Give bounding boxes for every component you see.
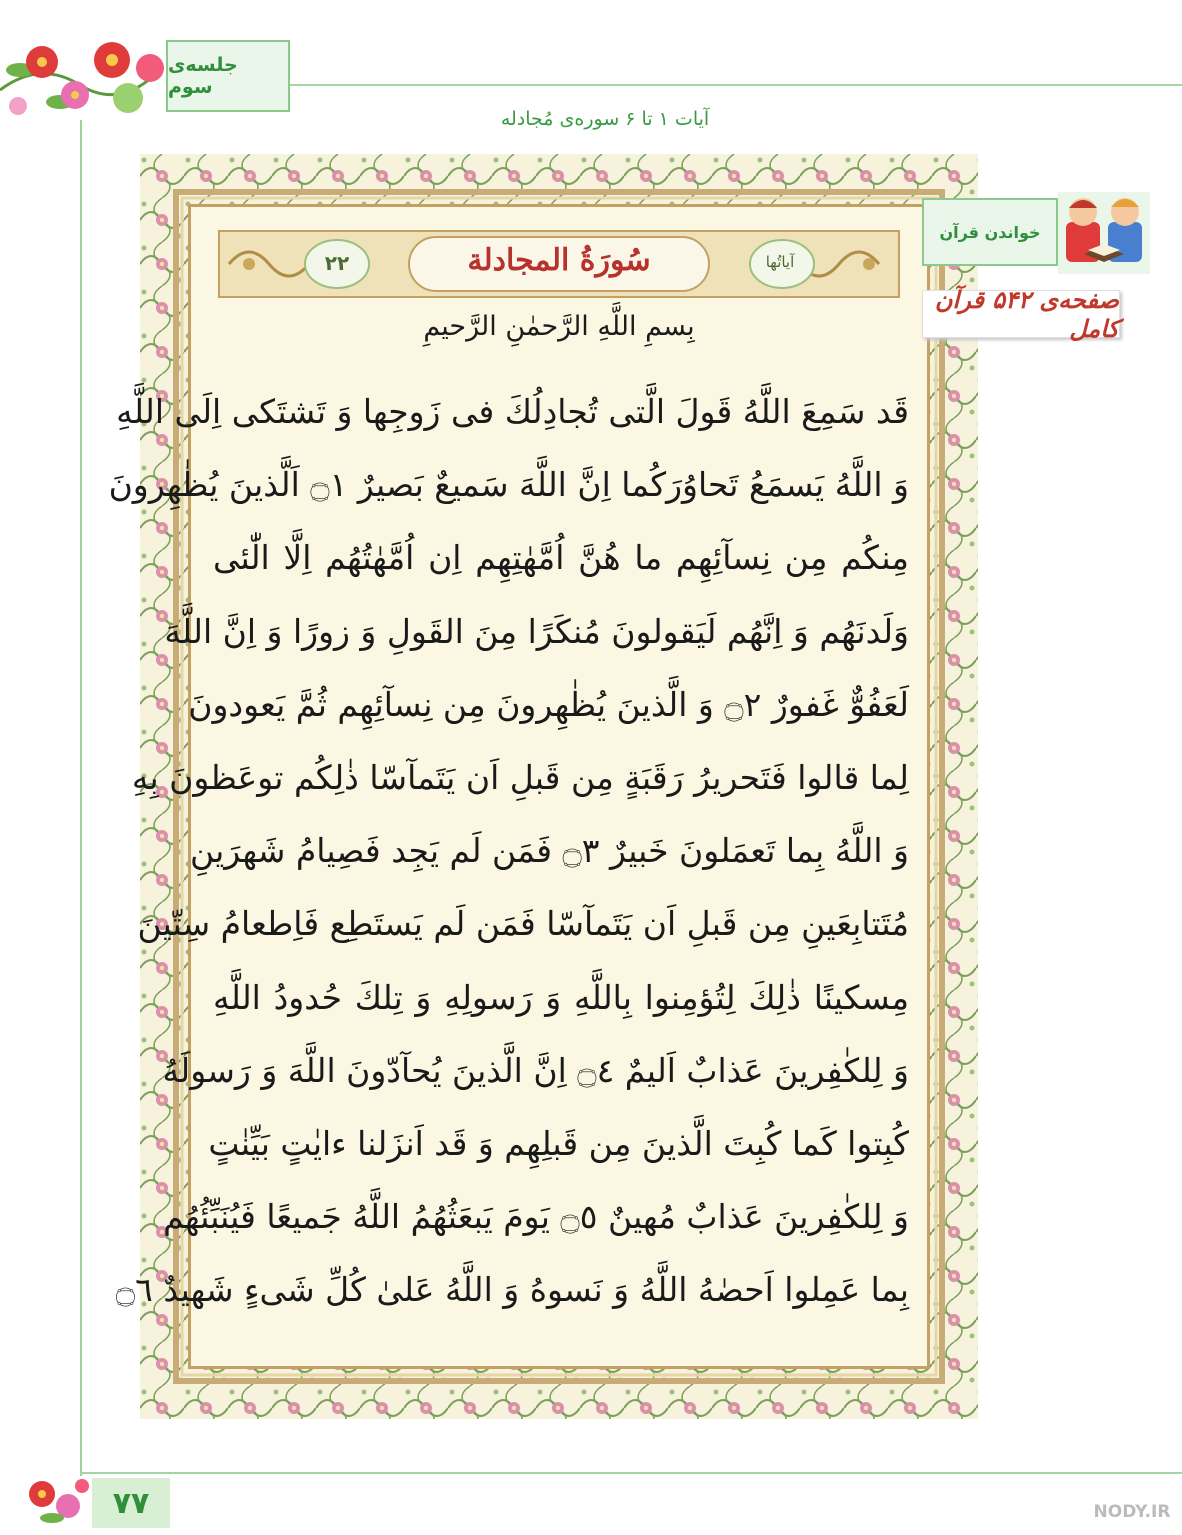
verse-line: وَ لِلكٰفِرينَ عَذابٌ اَليمٌ ۝٤ اِنَّ الَّذينَ يُحآدّونَ اللَّهَ وَ رَسولَهُ bbox=[162, 1050, 909, 1090]
read-quran-tab bbox=[922, 192, 1182, 274]
bottom-rule bbox=[80, 1472, 1182, 1474]
verse-line: مِنكُم مِن نِسآئِهِم ما هُنَّ اُمَّهٰتِهِم اِن اُمَّهٰتُهُم اِلَّا الّٰئى bbox=[213, 538, 909, 578]
quran-page-frame bbox=[108, 154, 978, 1419]
flower-decoration bbox=[0, 40, 175, 120]
surah-number: ۲۲ bbox=[324, 251, 350, 275]
read-quran-box bbox=[922, 198, 1058, 266]
verse-line: لَعَفُوٌّ غَفورٌ ۝٢ وَ الَّذينَ يُظٰهِرونَ مِن نِسآئِهِم ثُمَّ يَعودونَ bbox=[188, 684, 909, 724]
verse-lines bbox=[108, 375, 909, 1326]
flower-decoration-bottom bbox=[22, 1476, 92, 1526]
page-number: ۷۷ bbox=[112, 1485, 150, 1521]
session-label-box bbox=[166, 40, 290, 112]
children-reading-icon bbox=[1058, 192, 1150, 274]
verse-line: مِسكينًا ذٰلِكَ لِتُؤمِنوا بِاللَّهِ وَ رَسولِهِ وَ تِلكَ حُدودُ اللَّهِ bbox=[213, 977, 909, 1017]
page-reference-note bbox=[922, 285, 1120, 343]
read-quran-label: خواندن قرآن bbox=[939, 222, 1041, 242]
page-number-box bbox=[92, 1478, 170, 1528]
verse-line: وَ اللَّهُ بِما تَعمَلونَ خَبيرٌ ۝٣ فَمَن لَم يَجِد فَصِيامُ شَهرَينِ bbox=[190, 831, 909, 871]
basmala: بِسمِ اللَّهِ الرَّحمٰنِ الرَّحيمِ bbox=[423, 311, 695, 342]
verse-line: وَلَدنَهُم وَ اِنَّهُم لَيَقولونَ مُنكَرًا مِنَ القَولِ وَ زورًا وَ اِنَّ اللَّهَ bbox=[164, 611, 909, 651]
verse-line: كُبِتوا كَما كُبِتَ الَّذينَ مِن قَبلِهِم وَ قَد اَنزَلنا ءايٰتٍ بَيِّنٰتٍ bbox=[208, 1123, 909, 1163]
verse-line: قَد سَمِعَ اللَّهُ قَولَ الَّتى تُجادِلُكَ فى زَوجِها وَ تَشتَكى اِلَى اللَّهِ bbox=[116, 392, 909, 431]
lesson-subtitle: آیات ۱ تا ۶ سوره‌ی مُجادله bbox=[500, 108, 710, 130]
session-label: جلسه‌ی سوم bbox=[168, 54, 238, 98]
surah-title: سُورَةُ المجادلة bbox=[467, 243, 651, 278]
verse-line: بِما عَمِلوا اَحصٰهُ اللَّهُ وَ نَسوهُ وَ اللَّهُ عَلىٰ كُلِّ شَىءٍ شَهيدٌ ۝٦ bbox=[115, 1270, 909, 1310]
page-reference-label: صفحه‌ی ۵۴۲ قرآن کامل bbox=[934, 285, 1119, 343]
margin-rule bbox=[80, 40, 82, 1510]
verse-line: وَ لِلكٰفِرينَ عَذابٌ مُهينٌ ۝٥ يَومَ يَبعَثُهُمُ اللَّهُ جَميعًا فَيُنَبِّئُهُم bbox=[163, 1197, 909, 1237]
verse-line: وَ اللَّهُ يَسمَعُ تَحاوُرَكُما اِنَّ اللَّهَ سَميعٌ بَصيرٌ ۝١ اَلَّذينَ يُظٰهِرونَ bbox=[108, 465, 909, 505]
watermark: NODY.IR bbox=[1093, 1502, 1171, 1522]
verse-line: مُتَتابِعَينِ مِن قَبلِ اَن يَتَمآسّا فَمَن لَم يَستَطِع فَاِطعامُ سِتّينَ bbox=[137, 904, 909, 944]
verses-count-label: آیاتُها bbox=[765, 253, 795, 271]
quran-page bbox=[108, 204, 930, 1369]
verse-line: لِما قالوا فَتَحريرُ رَقَبَةٍ مِن قَبلِ اَن يَتَمآسّا ذٰلِكُم توعَظونَ بِهِ bbox=[131, 757, 909, 797]
